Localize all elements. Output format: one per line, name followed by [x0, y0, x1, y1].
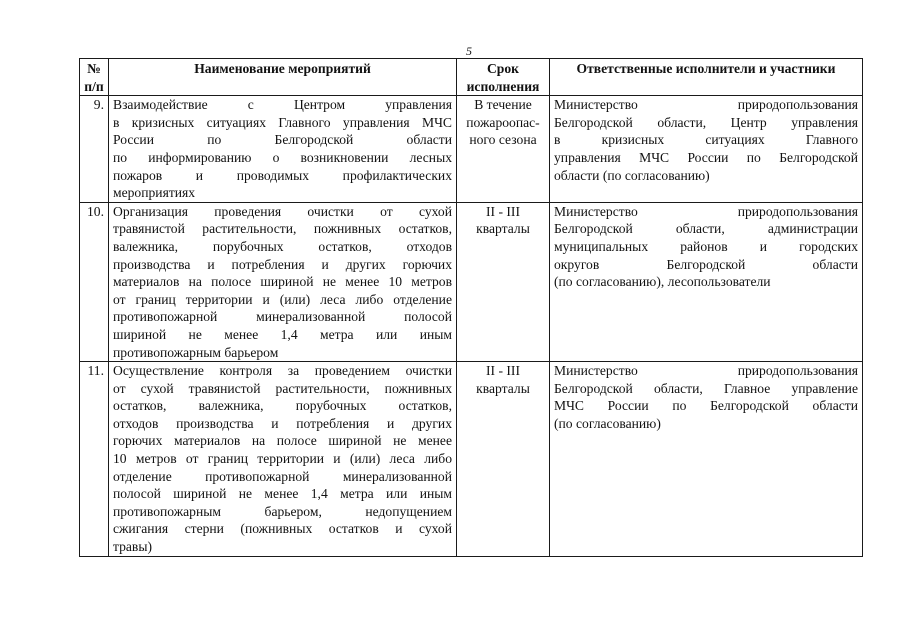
- header-responsible: [550, 59, 863, 96]
- text-line: травянистой растительности, пожнивных остатков,: [113, 221, 452, 237]
- header-term-line: исполнения: [466, 78, 540, 94]
- text-line: мероприятиях: [113, 185, 196, 201]
- text-line: Белгородской области, Главное управление: [554, 380, 858, 396]
- header-activity-name: [109, 59, 457, 96]
- text-line: Белгородской области, Центр управления: [554, 114, 858, 130]
- text-line: остатков, валежника, порубочных остатков,: [113, 398, 452, 414]
- text-line: Министерство природопользования: [554, 363, 858, 379]
- text-line: II - III: [486, 203, 520, 219]
- text-line: Осуществление контроля за проведением очистки: [113, 363, 452, 379]
- text-line: II - III: [486, 363, 520, 379]
- table-row: [80, 96, 863, 203]
- text-line: материалов на полосе шириной не менее 10 метров: [113, 274, 452, 290]
- responsible-cell: [550, 202, 863, 361]
- text-line: Министерство природопользования: [554, 97, 858, 113]
- text-line: пожароопас-: [466, 114, 540, 130]
- text-line: округов Белгородской области: [554, 256, 858, 272]
- text-line: 10 метров от границ территории и (или) леса либо: [113, 451, 452, 467]
- term-cell: [457, 202, 550, 361]
- text-line: (по согласованию): [554, 415, 661, 431]
- activity-name-cell: [109, 362, 457, 557]
- header-activity-name-line: Наименование мероприятий: [194, 61, 371, 76]
- header-term: [457, 59, 550, 96]
- text-line: в кризисных ситуациях Главного: [554, 132, 858, 148]
- text-line: управления МЧС России по Белгородской: [554, 149, 858, 165]
- header-number-line: п/п: [84, 78, 104, 94]
- text-line: области (по согласованию): [554, 167, 710, 183]
- table-row: [80, 202, 863, 361]
- text-line: МЧС России по Белгородской области: [554, 398, 858, 414]
- header-number: [80, 59, 109, 96]
- activities-table: [79, 58, 863, 557]
- table-header-row: [80, 59, 863, 96]
- text-line: в кризисных ситуациях Главного управления МЧС: [113, 114, 452, 130]
- text-line: Белгородской области, администрации: [554, 221, 858, 237]
- row-number: 11.: [80, 362, 109, 557]
- row-number: 10.: [80, 202, 109, 361]
- header-term-line: Срок: [486, 61, 519, 76]
- activity-name-cell: [109, 202, 457, 361]
- table-row: [80, 362, 863, 557]
- text-line: валежника, порубочных остатков, отходов: [113, 238, 452, 254]
- text-line: противопожарной минерализованной полосой: [113, 309, 452, 325]
- responsible-cell: [550, 96, 863, 203]
- text-line: полосой шириной не менее 1,4 метра или иным: [113, 486, 452, 502]
- text-line: производства и потребления и других горючих: [113, 256, 452, 272]
- text-line: противопожарным барьером: [113, 344, 279, 360]
- text-line: муниципальных районов и городских: [554, 238, 858, 254]
- text-line: противопожарным барьером, недопущением: [113, 503, 452, 519]
- responsible-cell: [550, 362, 863, 557]
- text-line: (по согласованию), лесопользователи: [554, 274, 771, 290]
- term-cell: [457, 96, 550, 203]
- text-line: отделение противопожарной минерализованной: [113, 468, 452, 484]
- text-line: сжигания стерни (пожнивных остатков и сухой: [113, 521, 452, 537]
- text-line: Министерство природопользования: [554, 203, 858, 219]
- text-line: от границ территории и (или) леса либо отделение: [113, 291, 452, 307]
- text-line: ного сезона: [469, 132, 537, 148]
- text-line: кварталы: [476, 380, 530, 396]
- text-line: по информированию о возникновении лесных: [113, 149, 452, 165]
- text-line: Организация проведения очистки от сухой: [113, 203, 452, 219]
- term-cell: [457, 362, 550, 557]
- activity-name-cell: [109, 96, 457, 203]
- text-line: Взаимодействие с Центром управления: [113, 97, 452, 113]
- text-line: В течение: [474, 97, 532, 113]
- text-line: России по Белгородской области: [113, 132, 452, 148]
- page-number: 5: [466, 44, 472, 58]
- text-line: кварталы: [476, 221, 530, 237]
- text-line: шириной не менее 1,4 метра или иным: [113, 326, 452, 342]
- text-line: травы): [113, 539, 153, 555]
- text-line: горючих материалов на полосе шириной не менее: [113, 433, 452, 449]
- row-number: 9.: [80, 96, 109, 203]
- header-responsible-line: Ответственные исполнители и участники: [576, 61, 836, 76]
- text-line: от сухой травянистой растительности, пожнивных: [113, 380, 452, 396]
- header-number-line: №: [87, 61, 101, 76]
- text-line: отходов производства и потребления и других: [113, 415, 452, 431]
- text-line: пожаров и проводимых профилактических: [113, 167, 452, 183]
